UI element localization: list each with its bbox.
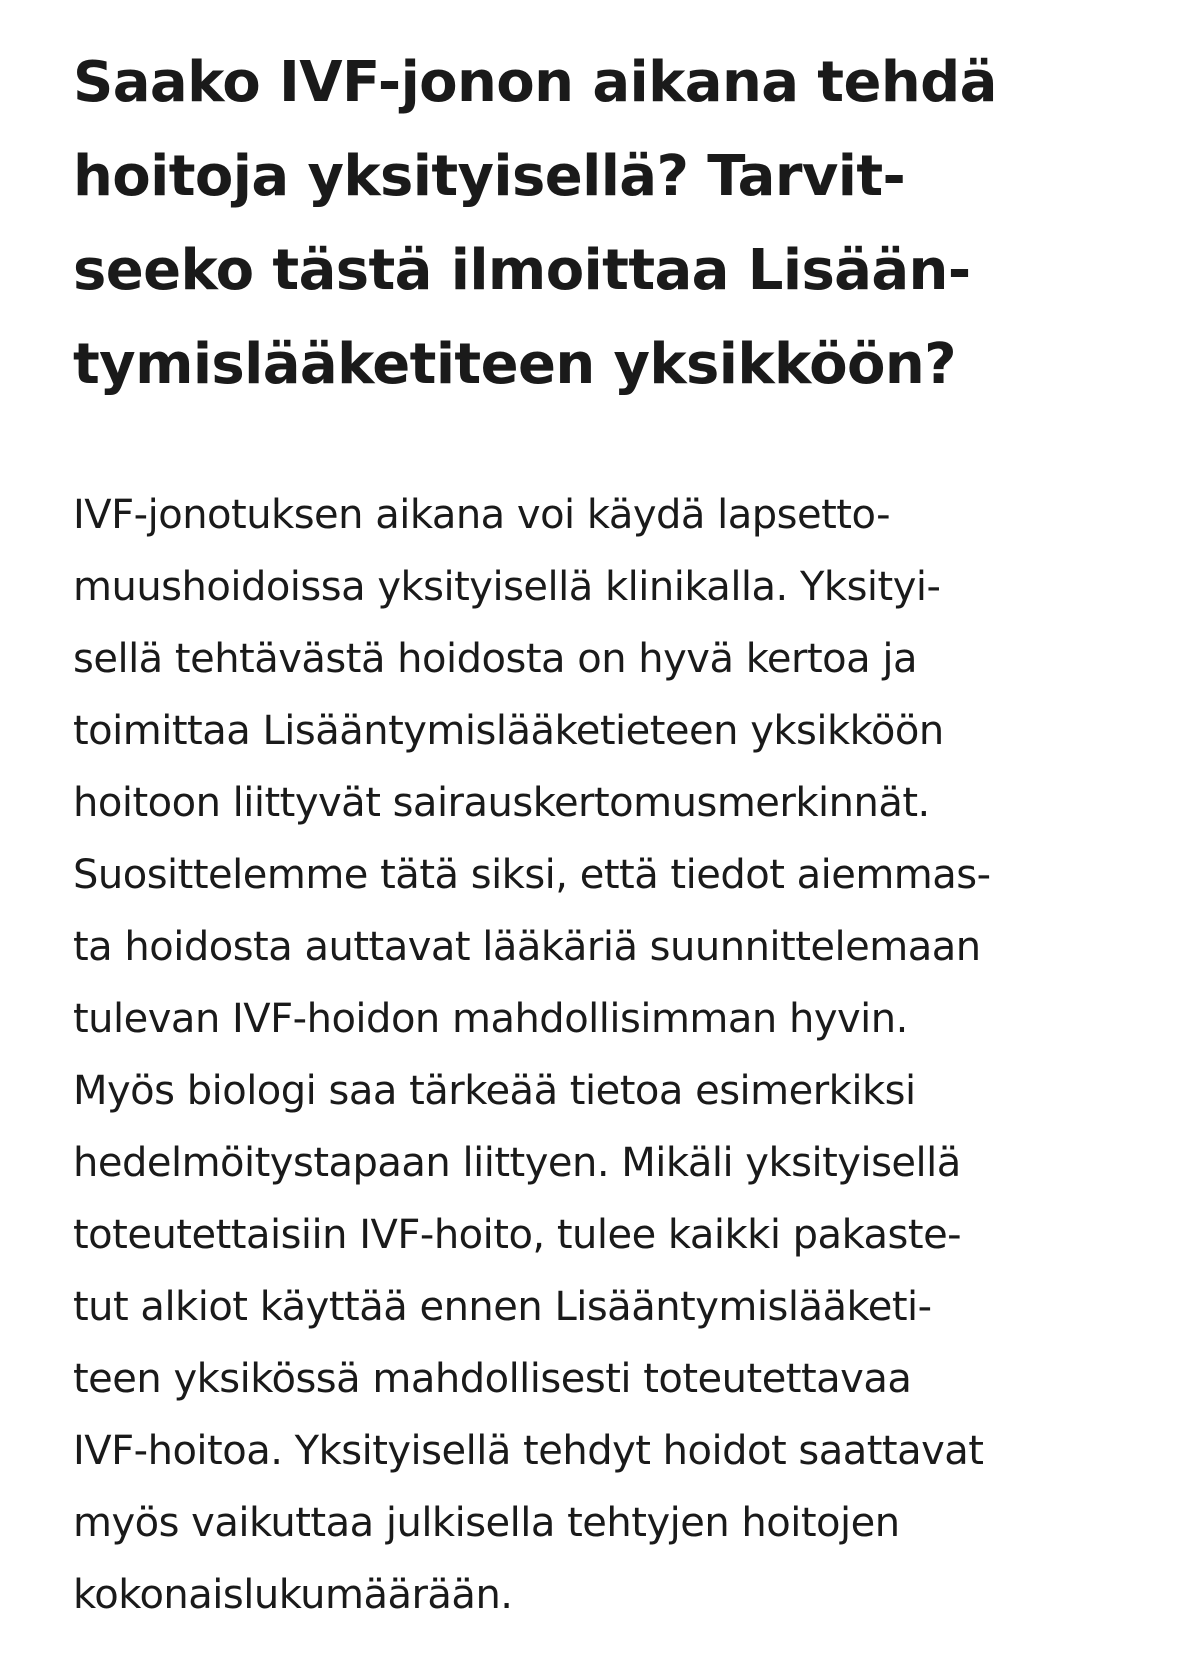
paragraph-line: kokonaislukumäärään. bbox=[73, 1572, 513, 1618]
paragraph-line: Suosittelemme tätä siksi, että tiedot aiemmas- bbox=[73, 852, 991, 898]
faq-article bbox=[73, 36, 1133, 1631]
heading-line: seeko tästä ilmoittaa Lisään- bbox=[73, 238, 971, 303]
paragraph-line: sellä tehtävästä hoidosta on hyvä kertoa ja bbox=[73, 636, 917, 682]
paragraph-line: IVF-jonotuksen aikana voi käydä lapsetto- bbox=[73, 492, 891, 538]
paragraph-line: toteutettaisiin IVF-hoito, tulee kaikki pakaste- bbox=[73, 1212, 962, 1258]
paragraph-line: hoitoon liittyvät sairauskertomusmerkinnät. bbox=[73, 780, 930, 826]
heading-line: hoitoja yksityisellä? Tarvit- bbox=[73, 144, 906, 209]
paragraph-line: hedelmöitystapaan liittyen. Mikäli yksityisellä bbox=[73, 1140, 961, 1186]
paragraph-line: tut alkiot käyttää ennen Lisääntymislääketi- bbox=[73, 1284, 932, 1330]
paragraph-line: Myös biologi saa tärkeää tietoa esimerkiksi bbox=[73, 1068, 916, 1114]
paragraph-line: myös vaikuttaa julkisella tehtyjen hoitojen bbox=[73, 1500, 900, 1546]
paragraph-line: IVF-hoitoa. Yksityisellä tehdyt hoidot saattavat bbox=[73, 1428, 984, 1474]
paragraph-line: muushoidoissa yksityisellä klinikalla. Yksityi- bbox=[73, 564, 941, 610]
heading-line: tymislääketiteen yksikköön? bbox=[73, 332, 957, 397]
faq-question-heading bbox=[73, 36, 1133, 412]
paragraph-line: teen yksikössä mahdollisesti toteutettavaa bbox=[73, 1356, 912, 1402]
heading-line: Saako IVF-jonon aikana tehdä bbox=[73, 50, 997, 115]
paragraph-line: ta hoidosta auttavat lääkäriä suunnittelemaan bbox=[73, 924, 981, 970]
faq-answer-paragraph bbox=[73, 479, 1133, 1631]
paragraph-line: toimittaa Lisääntymislääketieteen yksikköön bbox=[73, 708, 944, 754]
paragraph-line: tulevan IVF-hoidon mahdollisimman hyvin. bbox=[73, 996, 908, 1042]
